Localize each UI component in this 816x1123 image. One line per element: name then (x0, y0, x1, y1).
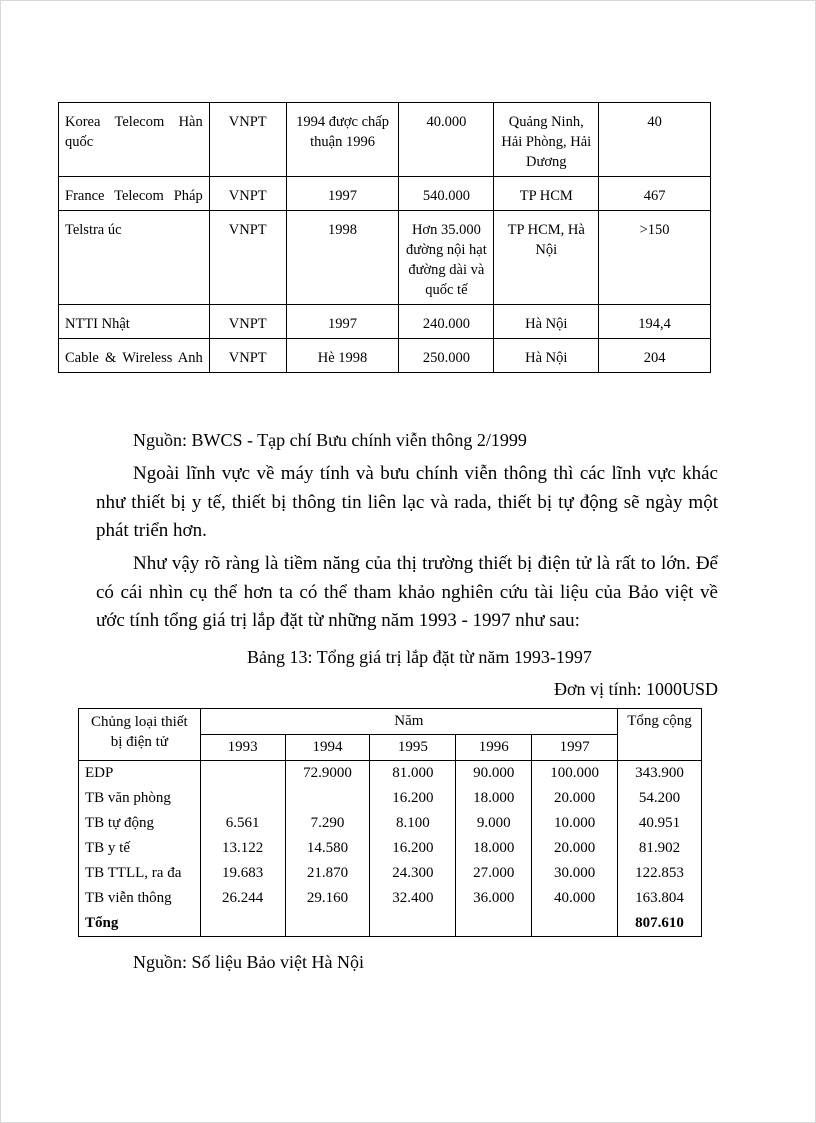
partner-year: Hè 1998 (286, 339, 399, 373)
empty-cell (532, 911, 618, 937)
table-caption: Bảng 13: Tổng giá trị lắp đặt từ năm 1993-1997 (247, 647, 592, 667)
header-total: Tổng cộng (618, 709, 702, 761)
partner-name: Cable & Wireless Anh (59, 339, 210, 373)
unit-note: Đơn vị tính: 1000USD (553, 679, 718, 699)
value-cell: 21.870 (285, 861, 370, 886)
year-cell: 1996 (456, 735, 532, 761)
installed-value-table (78, 708, 702, 937)
partner-location: Hà Nội (494, 339, 599, 373)
empty-cell (456, 911, 532, 937)
partner-counterpart: VNPT (209, 305, 286, 339)
partner-year: 1994 được chấp thuận 1996 (286, 103, 399, 177)
value-cell: 100.000 (532, 761, 618, 787)
table-row (79, 786, 702, 811)
partner-value: >150 (599, 211, 711, 305)
header-year: Năm (200, 709, 617, 735)
value-cell: 29.160 (285, 886, 370, 911)
value-cell: 90.000 (456, 761, 532, 787)
total-cell: 163.804 (618, 886, 702, 911)
empty-cell (370, 911, 456, 937)
table-row (59, 211, 711, 305)
value-cell (285, 786, 370, 811)
partner-lines: 250.000 (399, 339, 494, 373)
partner-name: Telstra úc (59, 211, 210, 305)
value-cell: 8.100 (370, 811, 456, 836)
value-cell: 14.580 (285, 836, 370, 861)
value-cell: 18.000 (456, 786, 532, 811)
table-row (79, 836, 702, 861)
total-cell: 343.900 (618, 761, 702, 787)
value-cell (200, 786, 285, 811)
empty-cell (285, 911, 370, 937)
table-row (79, 861, 702, 886)
partner-year: 1997 (286, 305, 399, 339)
partner-name: NTTI Nhật (59, 305, 210, 339)
table-row (59, 177, 711, 211)
value-cell: 16.200 (370, 836, 456, 861)
value-cell: 27.000 (456, 861, 532, 886)
total-label: Tổng (79, 911, 201, 937)
partner-lines: 240.000 (399, 305, 494, 339)
table-row (79, 886, 702, 911)
total-cell: 54.200 (618, 786, 702, 811)
value-cell: 36.000 (456, 886, 532, 911)
value-cell: 6.561 (200, 811, 285, 836)
partner-location: TP HCM, Hà Nội (494, 211, 599, 305)
value-cell: 7.290 (285, 811, 370, 836)
grand-total: 807.610 (618, 911, 702, 937)
header-type: Chủng loại thiết bị điện tử (79, 709, 201, 761)
empty-cell (200, 911, 285, 937)
total-cell: 40.951 (618, 811, 702, 836)
value-cell: 10.000 (532, 811, 618, 836)
value-cell: 26.244 (200, 886, 285, 911)
value-cell: 72.9000 (285, 761, 370, 787)
source-note-2: Nguồn: Số liệu Bảo việt Hà Nội (133, 952, 364, 972)
value-cell: 32.400 (370, 886, 456, 911)
source-note-1: Nguồn: BWCS - Tạp chí Bưu chính viễn thông 2/1999 (133, 430, 527, 450)
category-name: TB TTLL, ra đa (79, 861, 201, 886)
table-row (59, 103, 711, 177)
partner-name: Korea Telecom Hàn quốc (59, 103, 210, 177)
partner-counterpart: VNPT (209, 339, 286, 373)
partner-location: TP HCM (494, 177, 599, 211)
partner-year: 1998 (286, 211, 399, 305)
partner-location: Hà Nội (494, 305, 599, 339)
partner-counterpart: VNPT (209, 211, 286, 305)
value-cell: 20.000 (532, 786, 618, 811)
value-cell: 18.000 (456, 836, 532, 861)
partner-lines: 40.000 (399, 103, 494, 177)
partners-table (58, 102, 711, 373)
year-cell: 1997 (532, 735, 618, 761)
table-row (79, 811, 702, 836)
value-cell: 40.000 (532, 886, 618, 911)
partner-value: 467 (599, 177, 711, 211)
value-cell: 30.000 (532, 861, 618, 886)
paragraph-1: Ngoài lĩnh vực về máy tính và bưu chính viễn thông thì các lĩnh vực khác như thiết bị y tế, thiết bị thông tin liên lạc và rada, thiết bị tự động sẽ ngày một phát triển hơn. (96, 463, 718, 541)
value-cell: 19.683 (200, 861, 285, 886)
total-cell: 81.902 (618, 836, 702, 861)
partner-value: 204 (599, 339, 711, 373)
partner-name: France Telecom Pháp (59, 177, 210, 211)
partner-lines: 540.000 (399, 177, 494, 211)
value-cell: 81.000 (370, 761, 456, 787)
total-cell: 122.853 (618, 861, 702, 886)
total-row (79, 911, 702, 937)
value-cell: 16.200 (370, 786, 456, 811)
value-cell: 20.000 (532, 836, 618, 861)
table-row (79, 761, 702, 787)
category-name: TB y tế (79, 836, 201, 861)
partner-year: 1997 (286, 177, 399, 211)
category-name: TB tự động (79, 811, 201, 836)
table-row (59, 339, 711, 373)
partner-lines: Hơn 35.000 đường nội hạt đường dài và quốc tế (399, 211, 494, 305)
partner-counterpart: VNPT (209, 103, 286, 177)
year-cell: 1995 (370, 735, 456, 761)
partner-location: Quảng Ninh, Hải Phòng, Hải Dương (494, 103, 599, 177)
category-name: TB văn phòng (79, 786, 201, 811)
paragraph-2: Như vậy rõ ràng là tiềm năng của thị trường thiết bị điện tử là rất to lớn. Để có cái nhìn cụ thể hơn ta có thể tham khảo nghiên cứu tài liệu của Bảo việt về ước tính tổng giá trị lắp đặt từ những năm 1993 - 1997 như sau: (96, 553, 718, 631)
partner-counterpart: VNPT (209, 177, 286, 211)
table-row (59, 305, 711, 339)
value-cell: 9.000 (456, 811, 532, 836)
category-name: EDP (79, 761, 201, 787)
partner-value: 40 (599, 103, 711, 177)
partner-value: 194,4 (599, 305, 711, 339)
value-cell: 13.122 (200, 836, 285, 861)
header-row (79, 709, 702, 735)
value-cell (200, 761, 285, 787)
year-cell: 1993 (200, 735, 285, 761)
value-cell: 24.300 (370, 861, 456, 886)
category-name: TB viễn thông (79, 886, 201, 911)
year-cell: 1994 (285, 735, 370, 761)
